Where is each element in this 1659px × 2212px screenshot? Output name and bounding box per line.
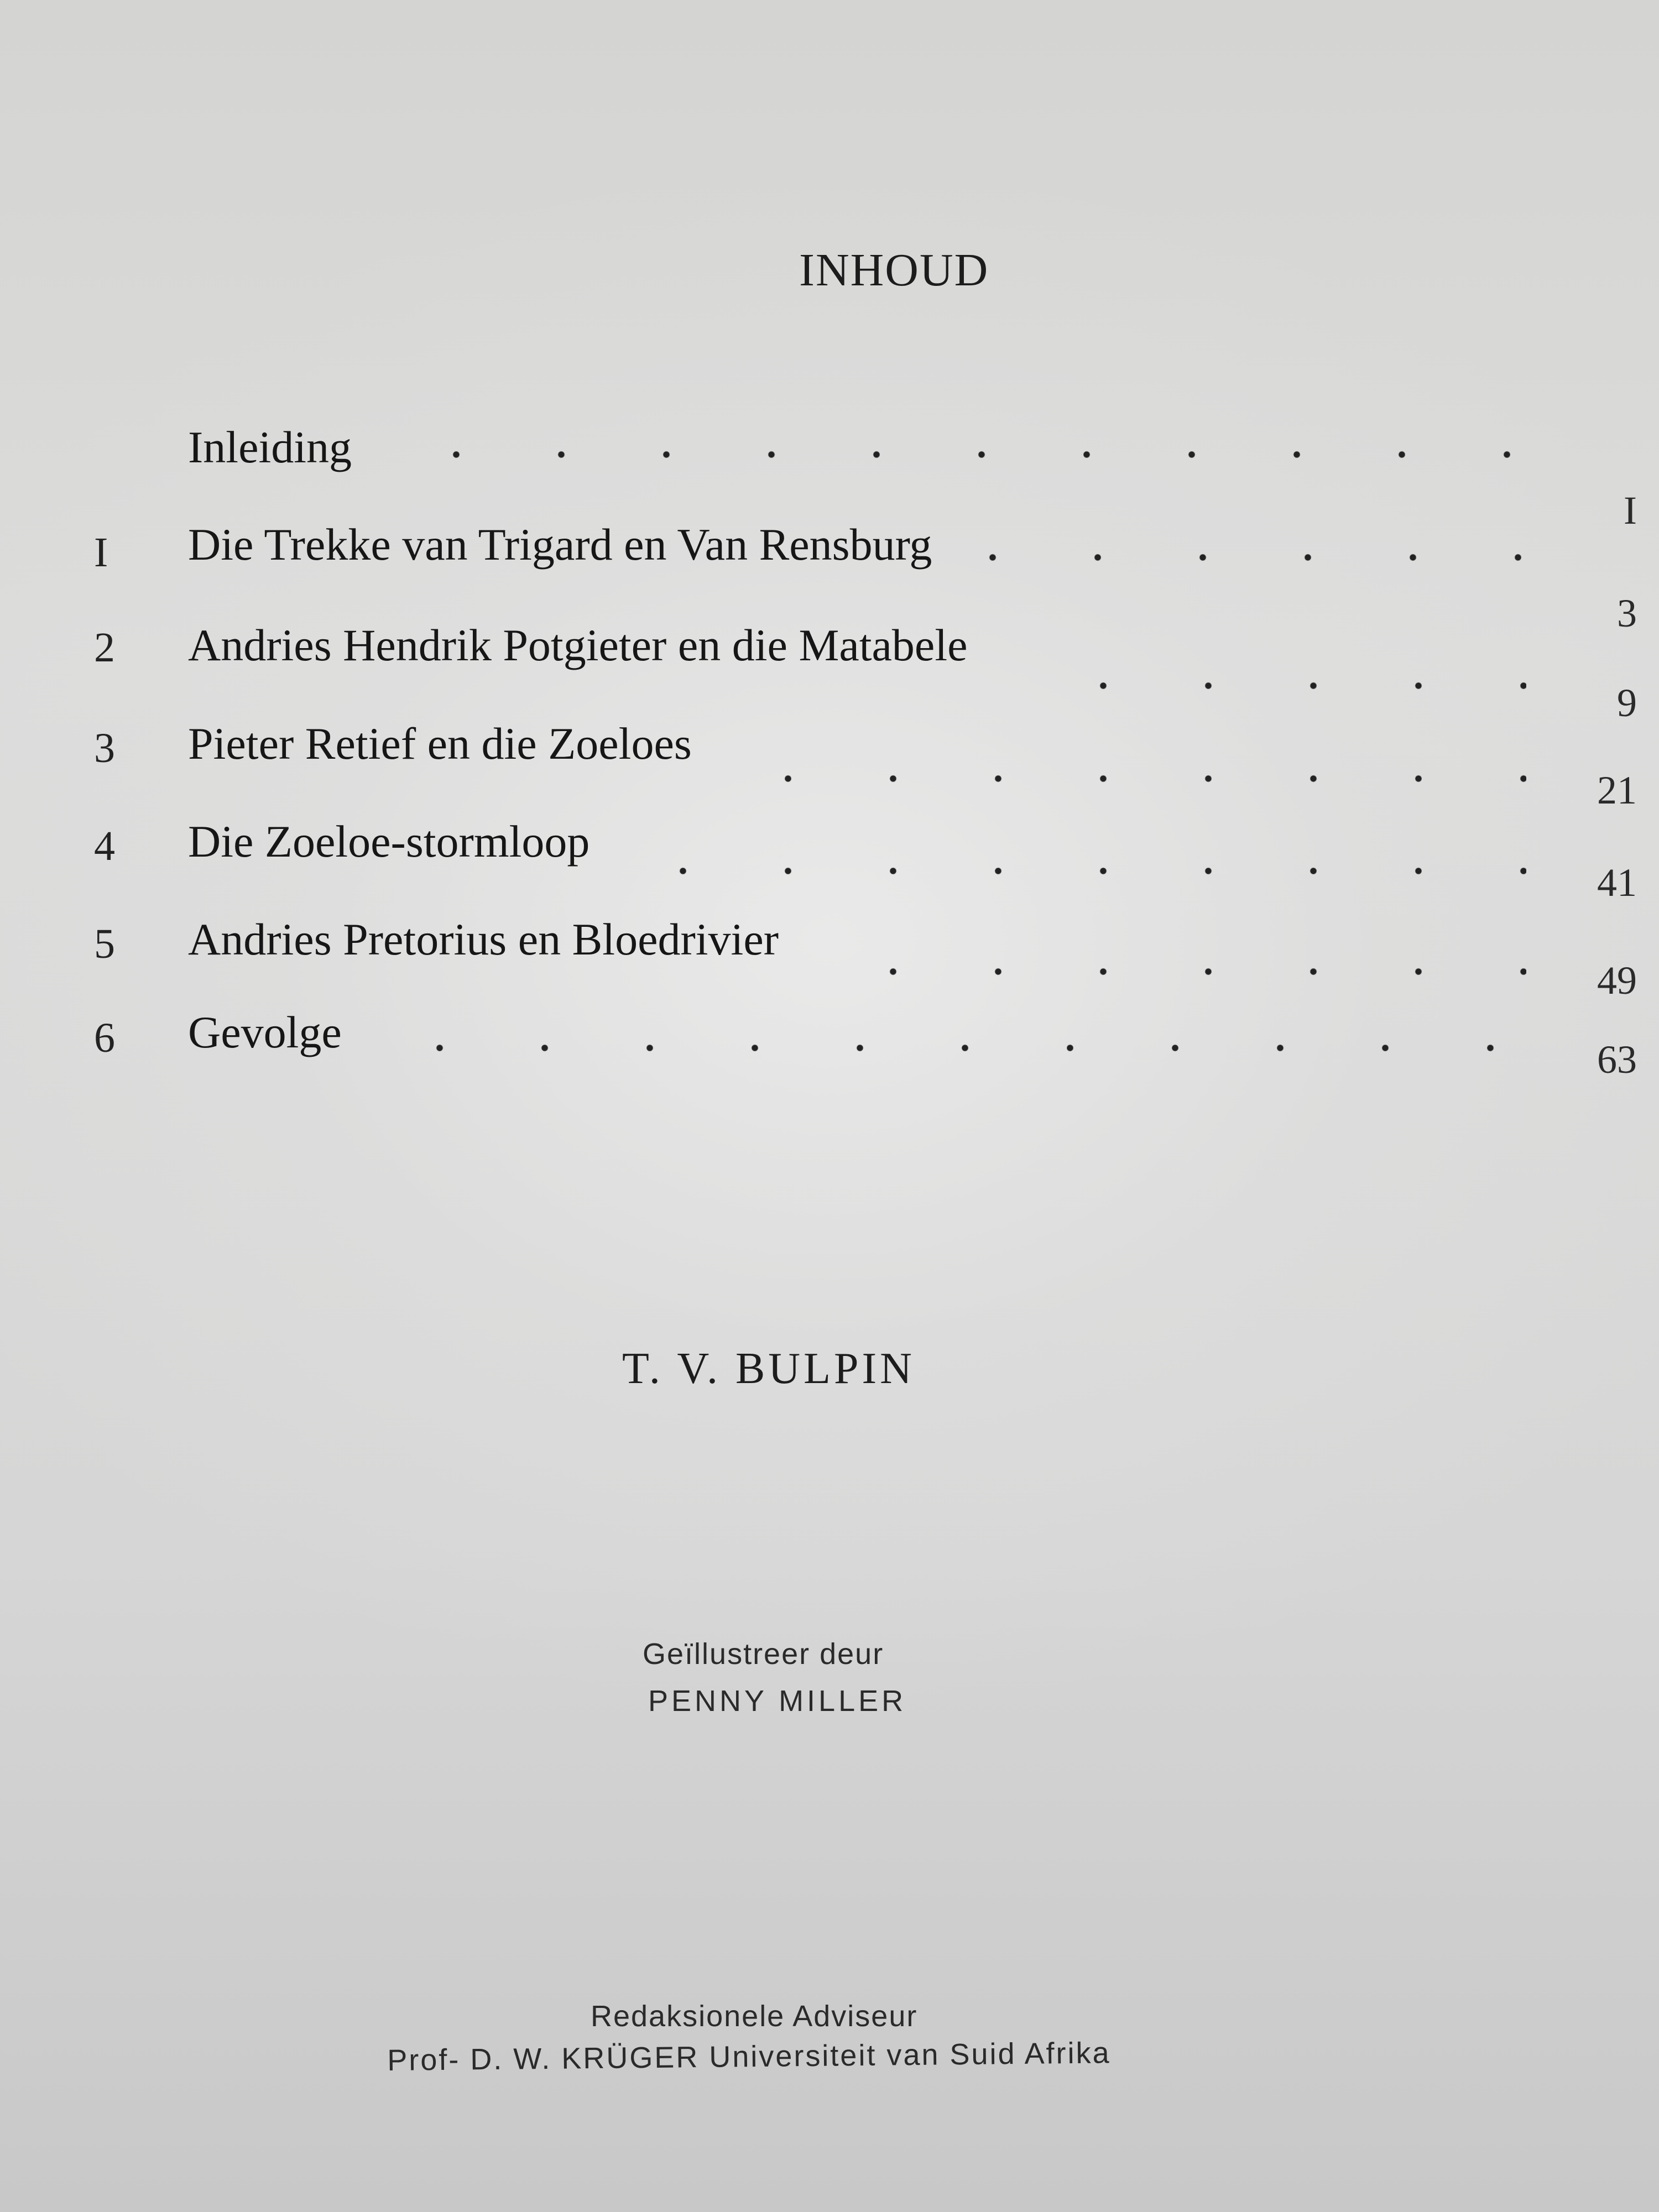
toc-entry-page: 49 bbox=[1597, 958, 1637, 1003]
toc-entry-number: I bbox=[94, 529, 108, 576]
toc-dot-leader bbox=[940, 546, 1526, 568]
toc-entry-page: I bbox=[1624, 488, 1637, 533]
toc-entry bbox=[0, 816, 1659, 926]
editorial-advisor-name: Prof- D. W. KRÜGER Universiteit van Suid Afrika bbox=[387, 2036, 1111, 2077]
toc-entry-title: Die Trekke van Trigard en Van Rensburg bbox=[188, 519, 932, 570]
toc-dot-leader bbox=[735, 768, 1526, 790]
illustrator-label: Geïllustreer deur bbox=[643, 1637, 884, 1671]
toc-entry bbox=[0, 1006, 1659, 1117]
toc-entry-number: 6 bbox=[94, 1015, 115, 1061]
toc-entry-page: 41 bbox=[1597, 860, 1637, 905]
toc-dot-leader bbox=[630, 860, 1526, 882]
toc-entry-title: Inleiding bbox=[188, 422, 352, 472]
toc-entry-title: Andries Hendrik Potgieter en die Matabele bbox=[188, 620, 968, 670]
toc-entry-title: Gevolge bbox=[188, 1007, 342, 1057]
page-title: INHOUD bbox=[799, 244, 989, 296]
toc-entry-number: 3 bbox=[94, 725, 115, 771]
author-name: T. V. BULPIN bbox=[622, 1344, 915, 1393]
toc-entry-title: Andries Pretorius en Bloedrivier bbox=[188, 914, 779, 964]
toc-entry-number: 4 bbox=[94, 823, 115, 869]
toc-entry-page: 3 bbox=[1617, 591, 1637, 635]
toc-entry-page: 21 bbox=[1597, 768, 1637, 812]
toc-dot-leader bbox=[1051, 675, 1526, 697]
toc-entry bbox=[0, 619, 1659, 730]
toc-entry-page: 9 bbox=[1617, 681, 1637, 725]
toc-entry bbox=[0, 519, 1659, 635]
editorial-advisor-label: Redaksionele Adviseur bbox=[591, 2000, 918, 2033]
toc-entry-title: Die Zoeloe-stormloop bbox=[188, 816, 590, 867]
illustrator-name: PENNY MILLER bbox=[648, 1684, 907, 1718]
toc-entry-number: 2 bbox=[94, 624, 115, 671]
toc-entry bbox=[0, 421, 1659, 532]
toc-entry-title: Pieter Retief en die Zoeloes bbox=[188, 718, 692, 769]
toc-dot-leader bbox=[387, 1037, 1526, 1059]
toc-dot-leader bbox=[841, 961, 1526, 983]
toc-entry-number: 5 bbox=[94, 921, 115, 967]
toc-dot-leader bbox=[404, 444, 1526, 466]
toc-entry-page: 63 bbox=[1597, 1037, 1637, 1082]
toc-entry bbox=[0, 718, 1659, 828]
